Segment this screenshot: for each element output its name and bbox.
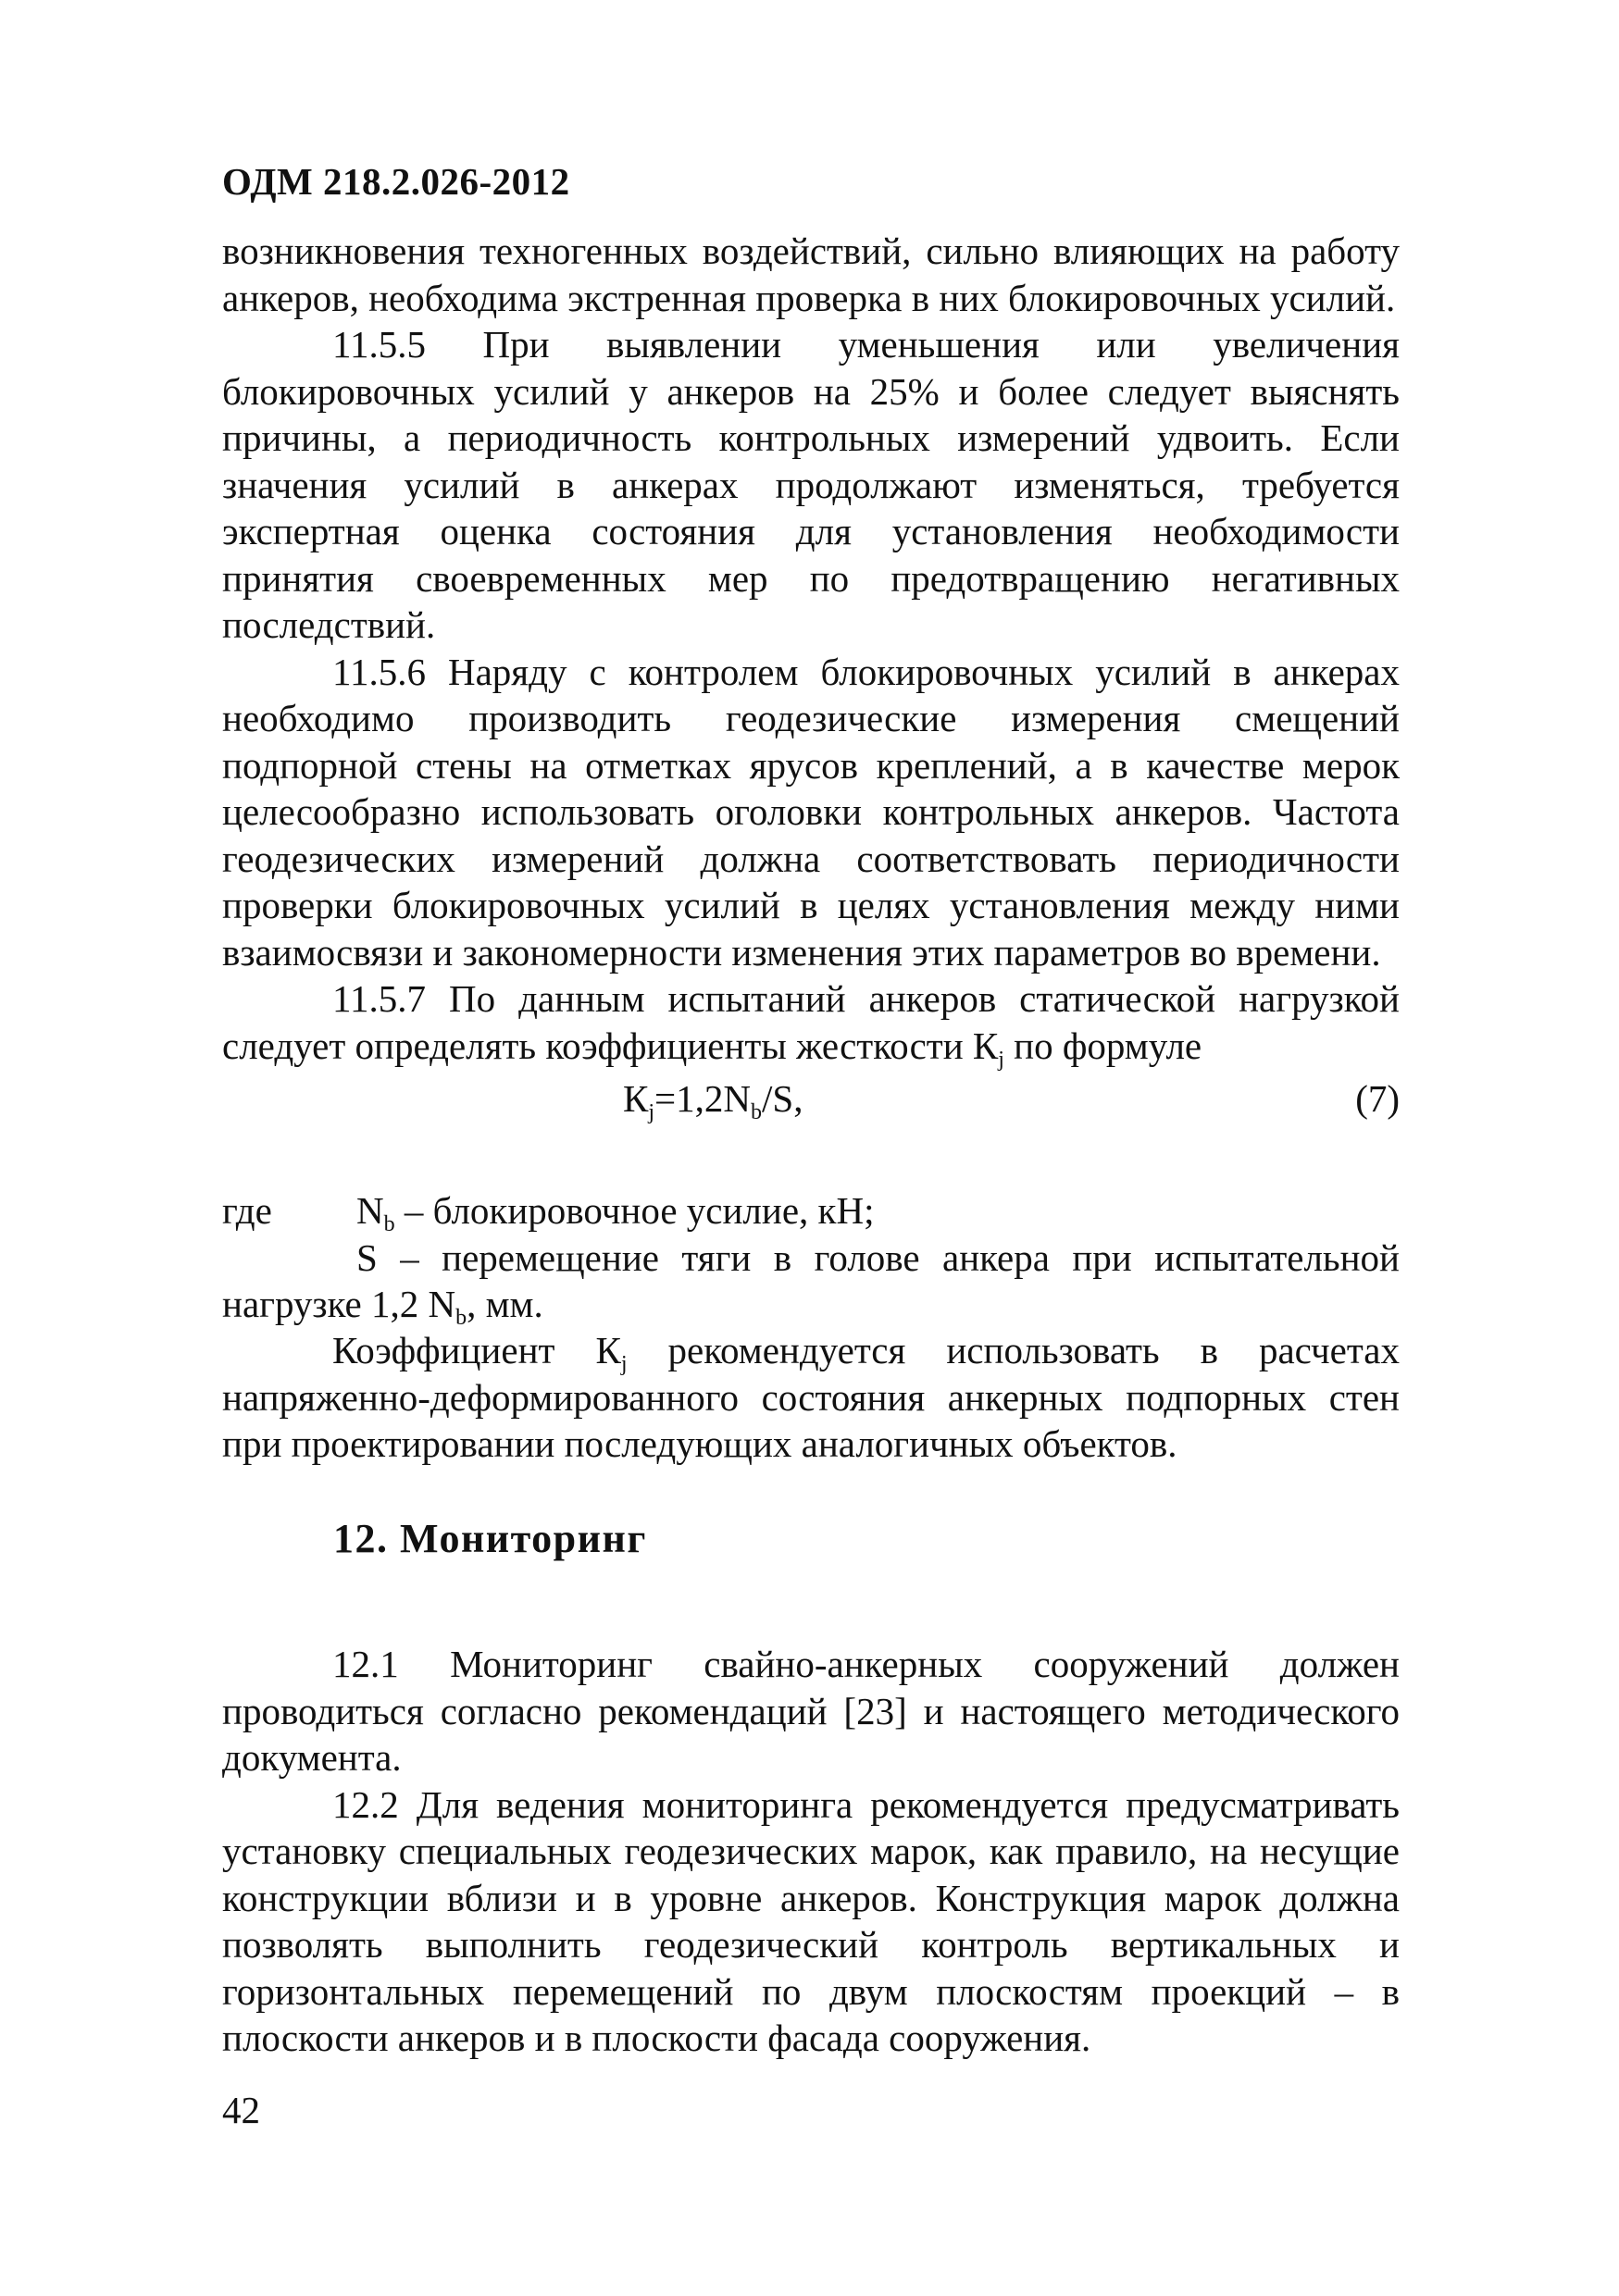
formula-expression <box>623 1076 803 1124</box>
paragraph-11-5-7-text: 11.5.7 По данным испытаний анкеров статической нагрузкой следует определять коэффициенты жесткости К <box>222 977 1400 1067</box>
page-number: 42 <box>222 2089 260 2131</box>
where-word: где <box>222 1189 272 1232</box>
formula-tail: /S, <box>762 1077 803 1120</box>
formula-k: К <box>623 1077 649 1120</box>
formula-middle: =1,2N <box>654 1077 752 1120</box>
text-block-12 <box>222 1641 1400 2062</box>
paragraph-11-5-7 <box>222 975 1400 1072</box>
s-definition <box>222 1235 1400 1328</box>
formula-7 <box>222 1076 1400 1132</box>
equation-number: (7) <box>1355 1077 1400 1120</box>
s-definition-text: S – перемещение тяги в голове анкера при испытательной нагрузке 1,2 N <box>222 1235 1400 1325</box>
paragraph-12-2: 12.2 Для ведения мониторинга рекомендуется предусматривать установку специальных геодезических марок, как правило, на несущие конструкции вблизи и в уровне анкеров. Конструкция марок должна позволять выполнить геодезический контроль вертикальных и горизонтальных перемещений по двум плоскостям проекций – в плоскости анкеров и в плоскости фасада сооружения. <box>222 1782 1400 2059</box>
s-subscript: b <box>455 1306 467 1330</box>
s-definition-tail: , мм. <box>467 1283 543 1325</box>
formula-k-subscript: j <box>648 1100 655 1124</box>
coefficient-text-b: рекомендуется использовать в расчетах напряженно-деформированного состояния анкерных подпорных стен при проектировании последующих аналогичных объектов. <box>222 1329 1400 1465</box>
where-definitions <box>222 1187 1400 1328</box>
text-block-11-5 <box>222 228 1400 1072</box>
paragraph-11-5-7-tail: по формуле <box>1003 1024 1202 1067</box>
paragraph-11-5-6: 11.5.6 Наряду с контролем блокировочных усилий в анкерах необходимо производить геодезические измерения смещений подпорной стены на отметках ярусов креплений, а в качестве мерок целесообразно использовать оголовки контрольных анкеров. Частота геодезических измерений должна соответствовать периодичности проверки блокировочных усилий в целях установления между ними взаимосвязи и закономерности изменения этих параметров во времени. <box>222 650 1400 974</box>
coefficient-text-a: Коэффициент К <box>332 1329 621 1371</box>
coefficient-note <box>222 1327 1400 1468</box>
kj-subscript: j <box>998 1047 1004 1072</box>
section-heading-12: 12. Мониторинг <box>333 1516 647 1561</box>
coefficient-subscript: j <box>620 1352 628 1376</box>
nb-definition-text: – блокировочное усилие, кН; <box>394 1189 875 1232</box>
document-code-header: ОДМ 218.2.026-2012 <box>222 160 570 203</box>
paragraph-intro: возникновения техногенных воздействий, сильно влияющих на работу анкеров, необходима экстренная проверка в них блокировочных усилий. <box>222 230 1400 319</box>
nb-definition <box>356 1187 874 1235</box>
nb-subscript: b <box>383 1212 395 1236</box>
formula-n-subscript: b <box>751 1100 763 1124</box>
paragraph-coefficient <box>222 1327 1400 1468</box>
nb-symbol: N <box>356 1189 384 1232</box>
where-row-nb <box>222 1187 1400 1235</box>
paragraph-11-5-5: 11.5.5 При выявлении уменьшения или увеличения блокировочных усилий у анкеров на 25% и более следует выяснять причины, а периодичность контрольных измерений удвоить. Если значения усилий в анкерах продолжают изменяться, требуется экспертная оценка состояния для установления необходимости принятия своевременных мер по предотвращению негативных последствий. <box>222 323 1400 646</box>
paragraph-12-1: 12.1 Мониторинг свайно-анкерных сооружений должен проводиться согласно рекомендаций [23] и настоящего методического документа. <box>222 1643 1400 1779</box>
